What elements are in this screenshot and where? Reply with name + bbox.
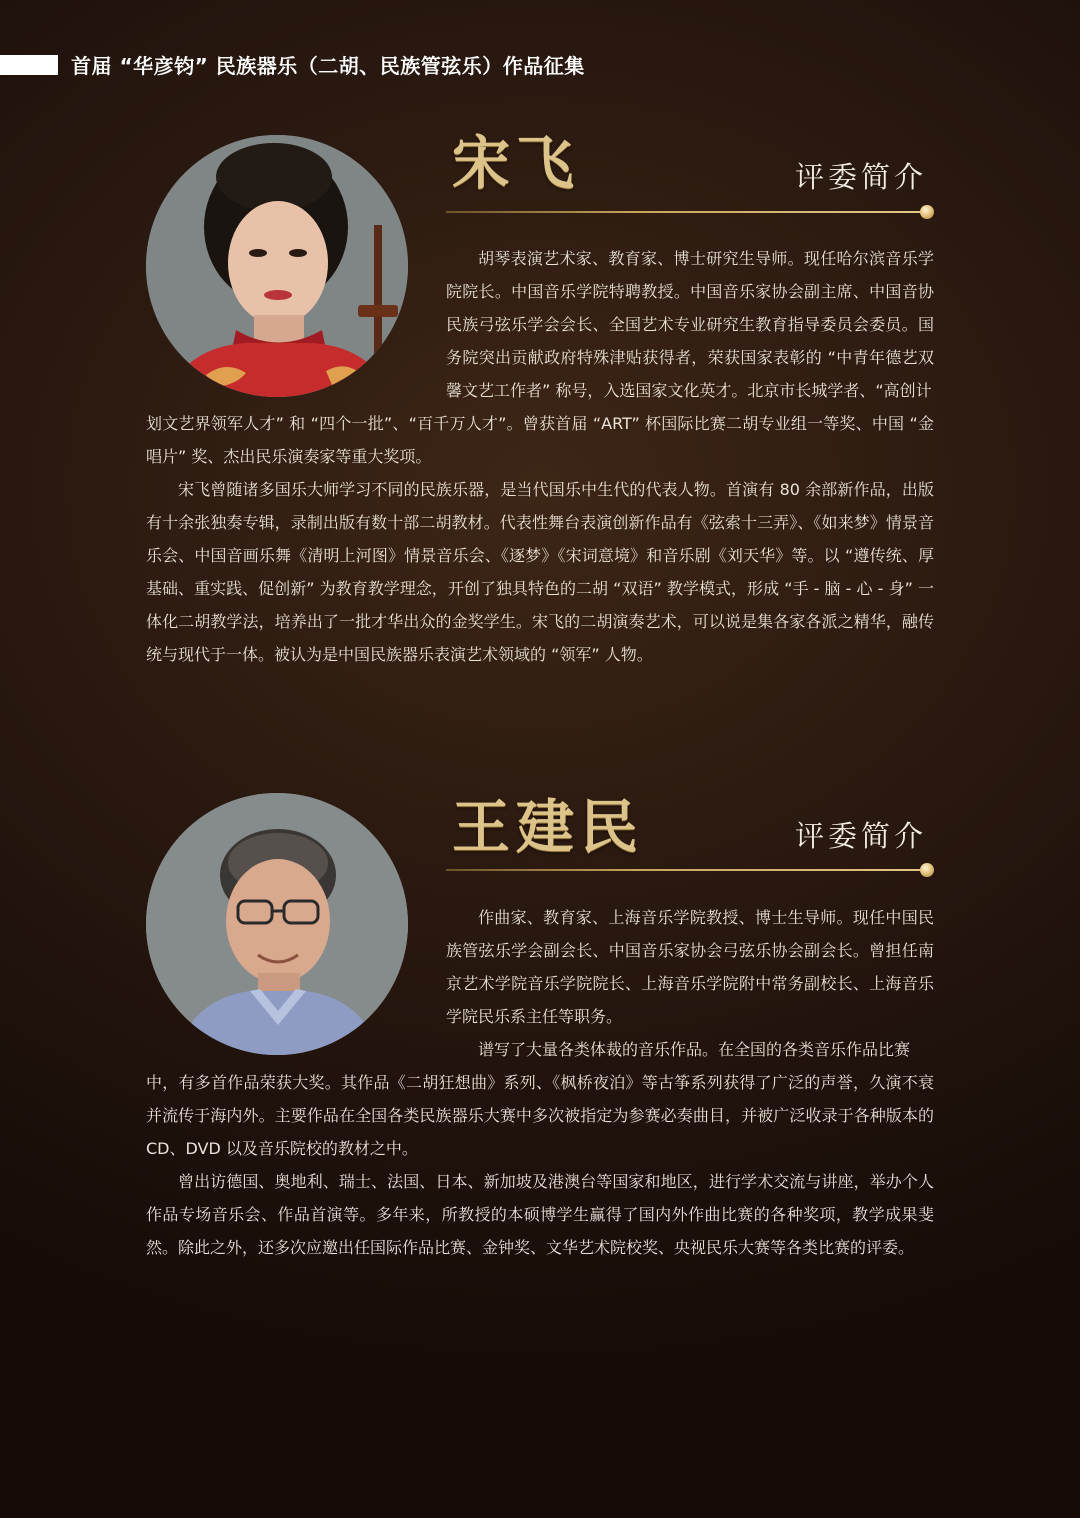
- judge-subtitle-song-fei: 评委简介: [795, 160, 928, 194]
- judge-divider-song-fei: [446, 211, 924, 213]
- bio-paragraph: 划文艺界领军人才” 和 “四个一批”、“百千万人才”。曾获首届 “ART” 杯国际比赛二胡专业组一等奖、中国 “金唱片” 奖、杰出民乐演奏家等重大奖项。: [146, 414, 934, 466]
- bio-paragraph: 曾出访德国、奥地利、瑞士、法国、日本、新加坡及港澳台等国家和地区，进行学术交流与讲座，举办个人作品专场音乐会、作品首演等。多年来，所教授的本硕博学生赢得了国内外作曲比赛的各种奖项，教学成果斐然。除此之外，还多次应邀出任国际作品比赛、金钟奖、文华艺术院校奖、央视民乐大赛等各类比赛的评委。: [146, 1172, 934, 1257]
- judge-divider-dot-song-fei: [920, 205, 934, 219]
- judge-divider-dot-wang-jianmin: [920, 863, 934, 877]
- judge-bio-wang-jianmin: [146, 901, 934, 1264]
- bio-paragraph: 宋飞曾随诸多国乐大师学习不同的民族乐器，是当代国乐中生代的代表人物。首演有 80 余部新作品，出版有十余张独奏专辑，录制出版有数十部二胡教材。代表性舞台表演创新作品有《弦索十三弄》、《如来梦》情景音乐会、中国音画乐舞《清明上河图》情景音乐会、《逐梦》《宋词意境》和音乐剧《刘天华》等。以 “遵传统、厚基础、重实践、促创新” 为教育教学理念，开创了独具特色的二胡 “双语” 教学模式，形成 “手 - 脑 - 心 - 身” 一体化二胡教学法，培养出了一批才华出众的金奖学生。宋飞的二胡演奏艺术，可以说是集各家各派之精华，融传统与现代于一体。被认为是中国民族器乐表演艺术领域的 “领军” 人物。: [146, 480, 934, 664]
- bio-paragraph: 胡琴表演艺术家、教育家、博士研究生导师。现任哈尔滨音乐学院院长。中国音乐学院特聘教授。中国音乐家协会副主席、中国音协民族弓弦乐学会会长、全国艺术专业研究生教育指导委员会委员。国务院突出贡献政府特殊津贴获得者，荣获国家表彰的 “中青年德艺双馨文艺工作者” 称号，入选国家文化英才。北京市长城学者、“高创计: [446, 249, 934, 400]
- judge-bio-song-fei: [146, 242, 934, 671]
- bio-paragraph: 中，有多首作品荣获大奖。其作品《二胡狂想曲》系列、《枫桥夜泊》等古筝系列获得了广泛的声誉，久演不衰并流传于海内外。主要作品在全国各类民族器乐大赛中多次被指定为参赛必奏曲目，并被广泛收录于各种版本的 CD、DVD 以及音乐院校的教材之中。: [146, 1073, 934, 1158]
- judge-name-song-fei: 宋飞: [452, 129, 581, 197]
- judge-divider-wang-jianmin: [446, 869, 924, 871]
- judge-subtitle-wang-jianmin: 评委简介: [795, 819, 928, 853]
- judge-name-wang-jianmin: 王建民: [452, 793, 645, 861]
- bio-paragraph: 作曲家、教育家、上海音乐学院教授、博士生导师。现任中国民族管弦乐学会副会长、中国音乐家协会弓弦乐协会副会长。曾担任南京艺术学院音乐学院院长、上海音乐学院附中常务副校长、上海音乐学院民乐系主任等职务。: [446, 908, 934, 1026]
- page-header-title: 首届 “华彦钧” 民族器乐（二胡、民族管弦乐）作品征集: [71, 54, 585, 78]
- bio-paragraph: 谱写了大量各类体裁的音乐作品。在全国的各类音乐作品比赛: [478, 1040, 911, 1059]
- header-accent-bar: [0, 55, 58, 75]
